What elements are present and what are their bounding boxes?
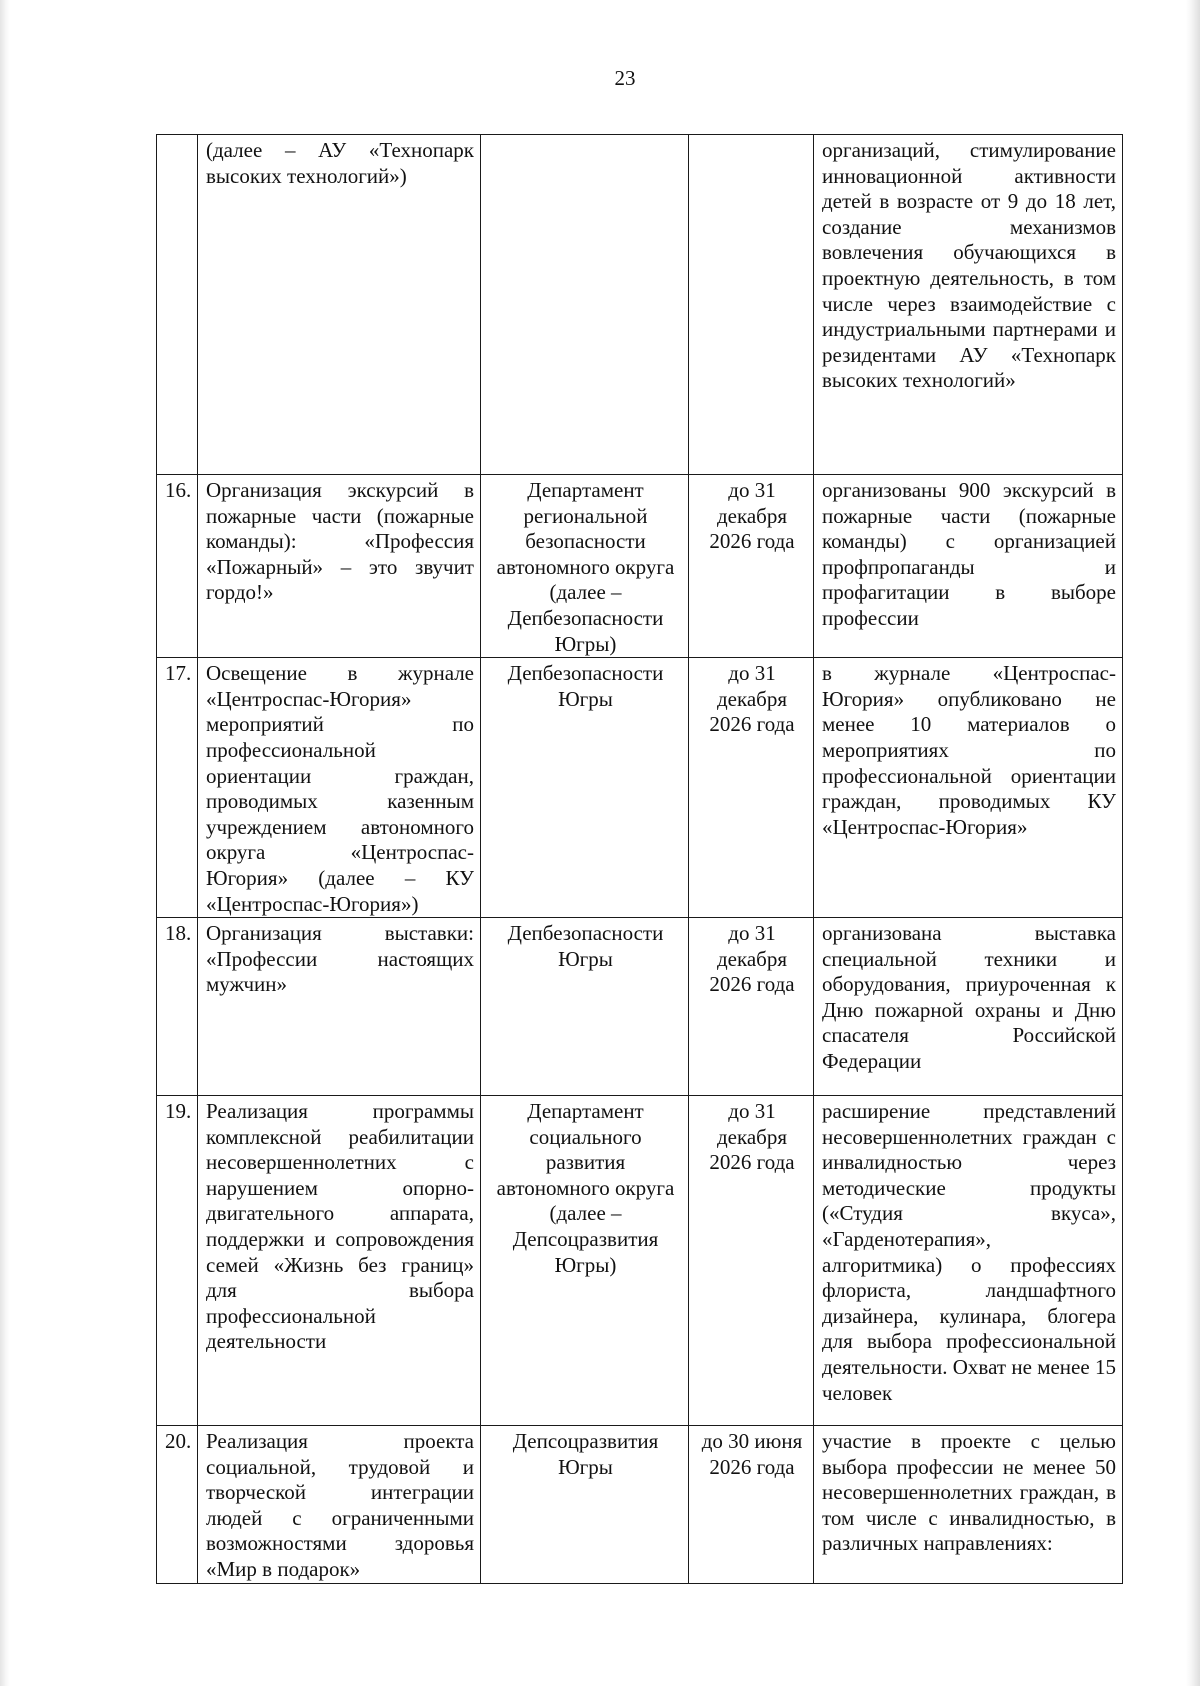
page-number: 23 [614, 66, 636, 90]
event-cell [198, 1426, 481, 1584]
executor-cell [481, 918, 689, 1096]
term-text: до 31 декабря 2026 года [709, 661, 795, 737]
term-cell [689, 658, 814, 918]
executor-text: Депбезопасности Югры [507, 921, 664, 971]
executor-cell [481, 658, 689, 918]
executor-cell [481, 475, 689, 658]
event-cell [198, 918, 481, 1096]
term-cell [689, 135, 814, 475]
table-row [157, 1426, 1123, 1584]
result-cell [814, 135, 1123, 475]
result-text: в журнале «Центроспас-Югория» опубликовано не менее 10 материалов о мероприятиях по профессиональной ориентации граждан, проводимых КУ «Центроспас-Югория» [822, 661, 1116, 839]
result-cell [814, 475, 1123, 658]
row-number-cell [157, 1426, 198, 1584]
event-text: (далее – АУ «Технопарк высоких технологий») [206, 138, 474, 188]
executor-text: Департамент региональной безопасности автономного округа (далее – Депбезопасности Югры) [496, 478, 675, 656]
result-text: организованы 900 экскурсий в пожарные части (пожарные команды) с организацией профпропаганды и профагитации в выборе профессии [822, 478, 1116, 630]
table-row [157, 135, 1123, 475]
term-text: до 31 декабря 2026 года [709, 921, 795, 997]
event-cell [198, 658, 481, 918]
executor-text: Депсоцразвития Югры [512, 1429, 659, 1479]
result-cell [814, 1096, 1123, 1426]
event-text: Реализация программы комплексной реабилитации несовершеннолетних с нарушением опорно-двигательного аппарата, поддержки и сопровождения семей «Жизнь без границ» для выбора профессиональной деятельности [206, 1099, 474, 1354]
event-cell [198, 1096, 481, 1426]
scan-edge-left [0, 0, 10, 1686]
term-cell [689, 918, 814, 1096]
event-cell [198, 475, 481, 658]
term-cell [689, 1096, 814, 1426]
result-cell [814, 658, 1123, 918]
table-row [157, 918, 1123, 1096]
result-text: расширение представлений несовершеннолетних граждан с инвалидностью через методические продукты («Студия вкуса», «Гарденотерапия», алгоритмика) о профессиях флориста, ландшафтного дизайнера, кулинара, блогера для выбора профессиональной деятельности. Охват не менее 15 человек [822, 1099, 1116, 1405]
executor-cell [481, 1426, 689, 1584]
term-cell [689, 1426, 814, 1584]
executor-cell [481, 135, 689, 475]
event-text: Освещение в журнале «Центроспас-Югория» мероприятий по профессиональной ориентации граждан, проводимых казенным учреждением автономного округа «Центроспас-Югория» (далее – КУ «Центроспас-Югория») [206, 661, 474, 916]
event-text: Организация выставки: «Профессии настоящих мужчин» [206, 921, 474, 997]
table-row [157, 1096, 1123, 1426]
executor-text: Департамент социального развития автономного округа (далее – Депсоцразвития Югры) [496, 1099, 675, 1277]
row-number: 19. [165, 1099, 192, 1124]
result-cell [814, 918, 1123, 1096]
result-text: участие в проекте с целью выбора профессии не менее 50 несовершеннолетних граждан, в том числе с инвалидностью, в различных направлениях: [822, 1429, 1116, 1556]
activity-plan-table [156, 134, 1123, 1584]
event-text: Реализация проекта социальной, трудовой и творческой интеграции людей с ограниченными возможностями здоровья «Мир в подарок» [206, 1429, 474, 1582]
event-text: Организация экскурсий в пожарные части (пожарные команды): «Профессия «Пожарный» – это звучит гордо!» [206, 478, 474, 605]
term-cell [689, 475, 814, 658]
term-text: до 31 декабря 2026 года [709, 1099, 795, 1175]
result-cell [814, 1426, 1123, 1584]
result-text: организаций, стимулирование инновационной активности детей в возрасте от 9 до 18 лет, создание механизмов вовлечения обучающихся в проектную деятельность, в том числе через взаимодействие с индустриальными партнерами и резидентами АУ «Технопарк высоких технологий» [822, 138, 1116, 393]
row-number-cell [157, 658, 198, 918]
term-text: до 30 июня 2026 года [701, 1429, 803, 1479]
row-number: 18. [165, 921, 192, 946]
row-number-cell [157, 475, 198, 658]
table-row [157, 475, 1123, 658]
result-text: организована выставка специальной техники и оборудования, приуроченная к Дню пожарной охраны и Дню спасателя Российской Федерации [822, 921, 1116, 1074]
row-number-cell [157, 918, 198, 1096]
executor-text: Депбезопасности Югры [507, 661, 664, 711]
row-number-cell [157, 135, 198, 475]
row-number: 16. [165, 478, 192, 502]
table-row [157, 658, 1123, 918]
event-cell [198, 135, 481, 475]
row-number: 17. [165, 661, 192, 686]
row-number-cell [157, 1096, 198, 1426]
row-number: 20. [165, 1429, 192, 1454]
executor-cell [481, 1096, 689, 1426]
term-text: до 31 декабря 2026 года [709, 478, 795, 554]
scan-edge-right [1186, 0, 1200, 1686]
